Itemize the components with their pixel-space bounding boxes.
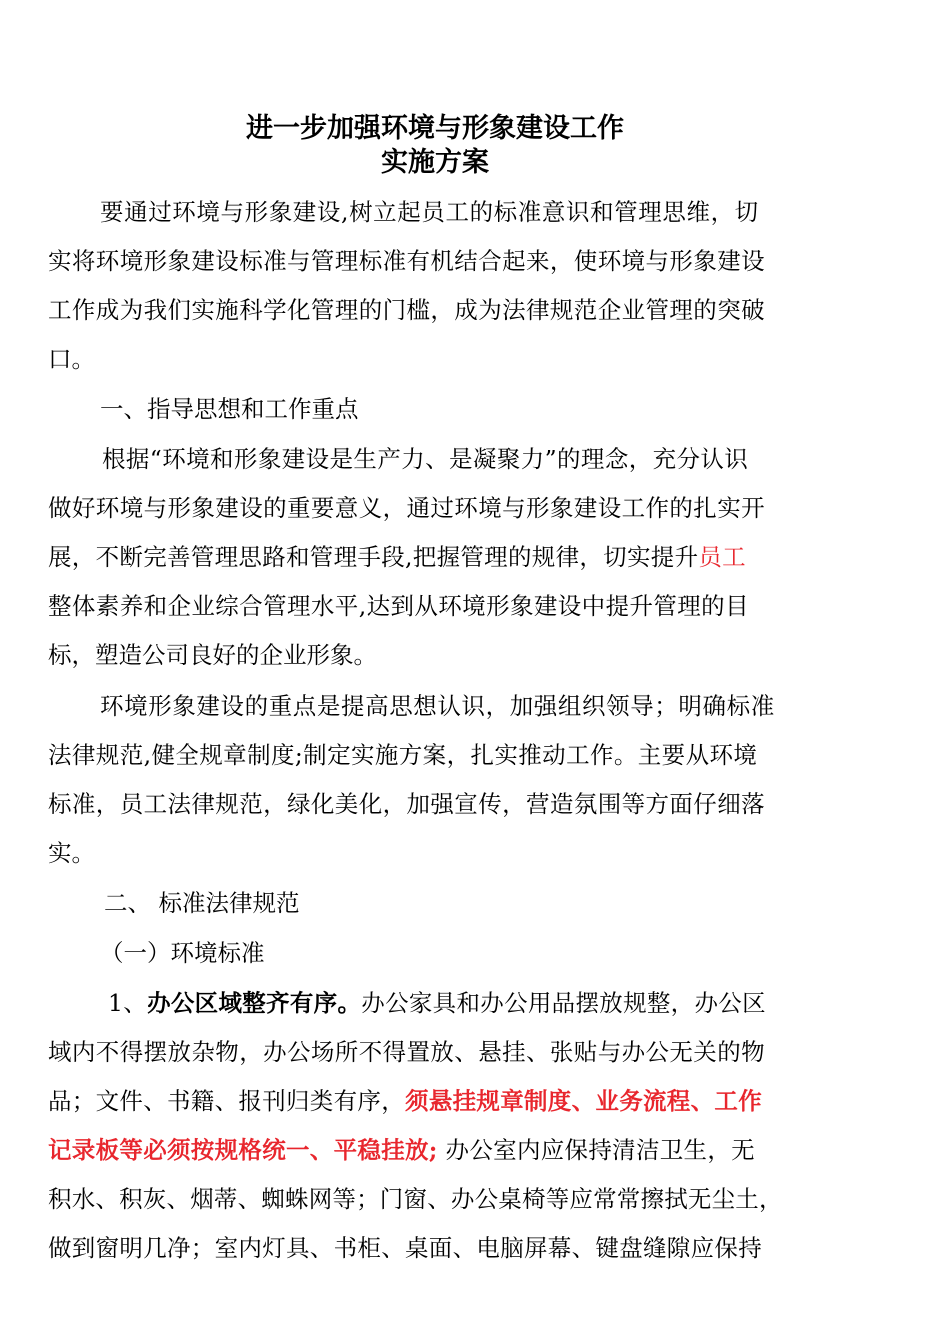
paragraph-line: [48, 542, 746, 572]
highlighted-text: 记录板等必须按规格统一、平稳挂放;: [48, 1136, 438, 1164]
item-number: 1、: [108, 989, 148, 1017]
paragraph-line: 环境形象建设的重点是提高思想认识，加强组织领导；明确标准: [100, 692, 775, 720]
paragraph-line: 根据“环境和形象建设是生产力、是凝聚力”的理念，充分认识: [102, 445, 749, 473]
highlighted-text: 须悬挂规章制度、业务流程、工作: [405, 1087, 762, 1115]
section-heading: 二、 标准法律规范: [104, 889, 300, 917]
paragraph-line: 域内不得摆放杂物，办公场所不得置放、悬挂、张贴与办公无关的物: [48, 1038, 765, 1066]
paragraph-line: [48, 1135, 755, 1165]
item-heading: 办公区域整齐有序。: [147, 989, 362, 1017]
paragraph-line: 标，塑造公司良好的企业形象。: [48, 641, 377, 669]
section-heading: 一、指导思想和工作重点: [100, 395, 359, 423]
paragraph-line: 标准，员工法律规范，绿化美化，加强宣传，营造氛围等方面仔细落: [48, 790, 765, 818]
paragraph-line: 实将环境形象建设标准与管理标准有机结合起来，使环境与形象建设: [48, 247, 765, 275]
paragraph-line: 口。: [48, 345, 95, 373]
paragraph-text: 办公家具和办公用品摆放规整，办公区: [361, 989, 766, 1017]
paragraph-line: 要通过环境与形象建设,树立起员工的标准意识和管理思维，切: [100, 198, 759, 226]
paragraph-text: 办公室内应保持清洁卫生，无: [437, 1136, 755, 1164]
paragraph-text: 品；文件、书籍、报刊归类有序，: [48, 1087, 405, 1115]
document-title-line-1: 进一步加强环境与形象建设工作: [246, 113, 624, 144]
paragraph-line: 工作成为我们实施科学化管理的门槛，成为法律规范企业管理的突破: [48, 296, 765, 324]
paragraph-line: [108, 988, 766, 1018]
document-title-line-2: 实施方案: [381, 147, 489, 178]
paragraph-line: 做好环境与形象建设的重要意义，通过环境与形象建设工作的扎实开: [48, 494, 765, 522]
paragraph-line: [48, 1086, 762, 1116]
paragraph-line: 做到窗明几净；室内灯具、书柜、桌面、电脑屏幕、键盘缝隙应保持: [48, 1234, 762, 1262]
paragraph-line: 积水、积灰、烟蒂、蜘蛛网等；门窗、办公桌椅等应常常擦拭无尘土，: [48, 1185, 783, 1213]
paragraph-line: 整体素养和企业综合管理水平,达到从环境形象建设中提升管理的目: [48, 592, 749, 620]
paragraph-line: 法律规范,健全规章制度;制定实施方案，扎实推动工作。主要从环境: [48, 741, 758, 769]
paragraph-line: 实。: [48, 839, 95, 867]
subsection-heading: （一）环境标准: [100, 939, 265, 967]
highlighted-text: 员工: [698, 543, 746, 571]
paragraph-text: 展，不断完善管理思路和管理手段,把握管理的规律，切实提升: [48, 543, 699, 571]
